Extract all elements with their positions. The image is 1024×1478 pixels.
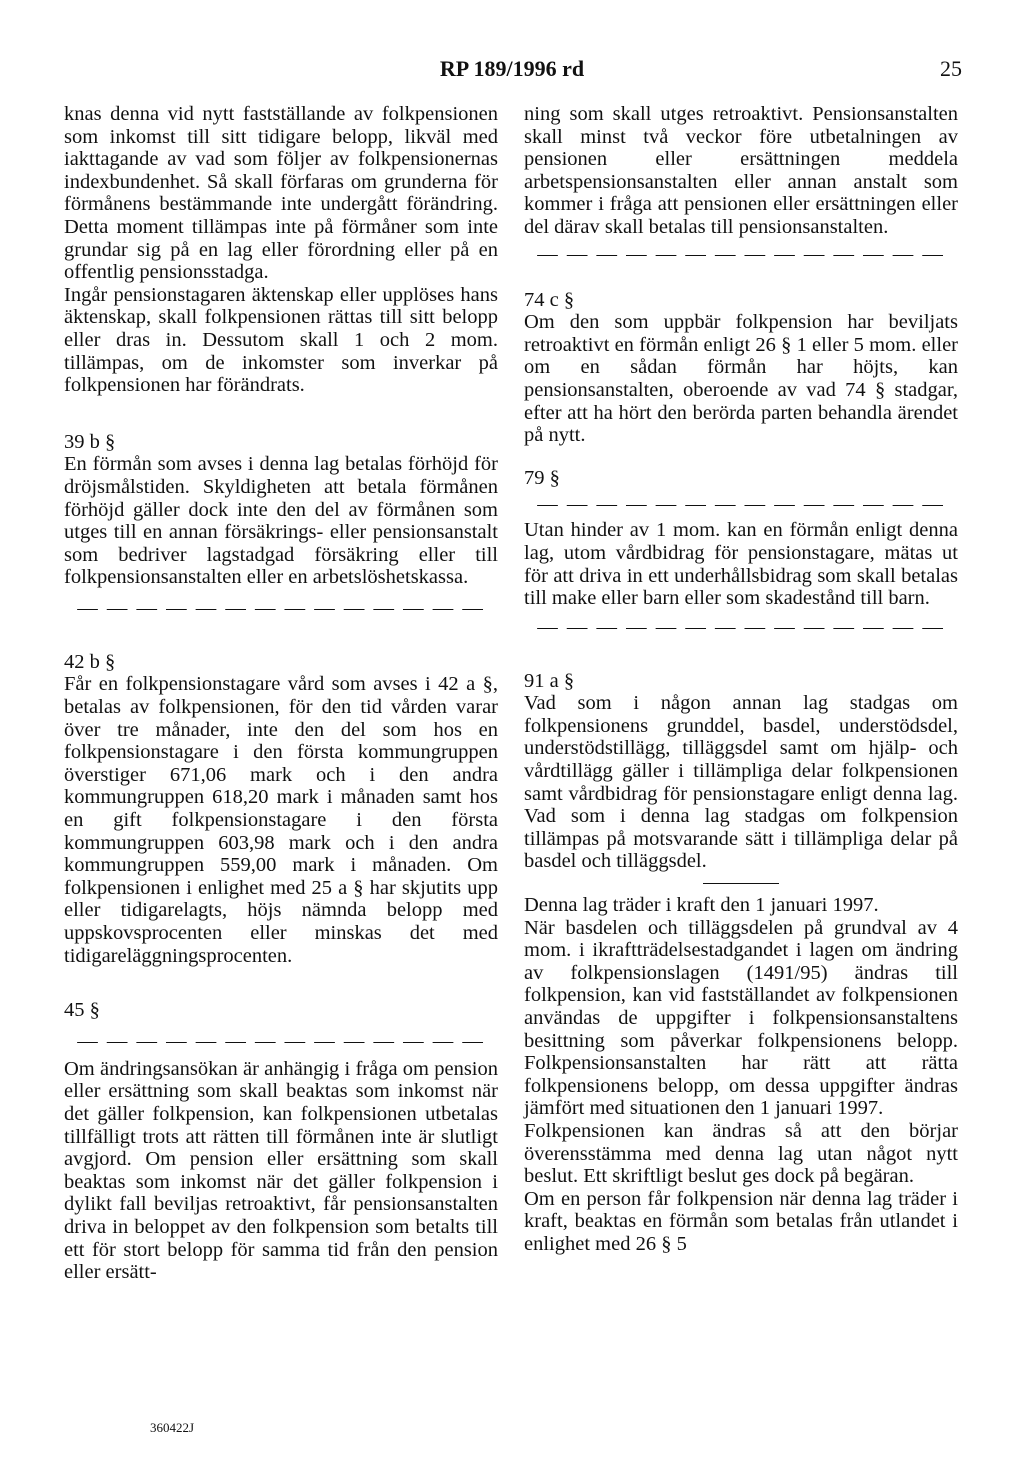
page-header-title: RP 189/1996 rd	[439, 56, 585, 81]
omission-dashes	[64, 597, 498, 619]
left-paragraph-2: Ingår pensionstagaren äktenskap eller upplöses hans äktenskap, skall folkpensionen rättas till sitt belopp eller dras in. Dessutom skall 1 och 2 mom. tillämpas, om de inkomster som inverkar på folkpensionen har förändrats.	[64, 283, 498, 397]
right-paragraph-4: Vad som i någon annan lag stadgas om folkpensionens grunddel, basdel, understödsdel, understödstillägg, tilläggsdel samt om hjälp- och vårdtillägg gäller i tillämpliga delar folkpensionen samt vårdbidrag för pensionstagare enligt denna lag. Vad som i denna lag stadgas om folkpension tillämpas på motsvarande sätt i tillämpliga delar på basdel och tilläggsdel.	[524, 692, 958, 873]
omission-dashes	[524, 616, 958, 638]
left-paragraph-1: knas denna vid nytt fastställande av folkpensionen som inkomst till sitt tidigare belopp, likväl med iakttagande av vad som följer av folkpensionernas indexbundenhet. Så skall förfaras om grunderna för förmånens bestämmande inte undergått förändring. Detta moment tillämpas inte på förmåner som inte grundar sig på en lag eller förordning eller på en offentlig pensionsstadga.	[64, 103, 498, 284]
section-heading-79: 79 §	[524, 466, 560, 489]
section-heading-39b: 39 b §	[64, 430, 116, 453]
right-paragraph-5: Denna lag träder i kraft den 1 januari 1997.	[524, 894, 879, 917]
right-paragraph-8: Om en person får folkpension när denna lag träder i kraft, beaktas en förmån som betalas från utlandet i enlighet med 26 § 5	[524, 1187, 958, 1255]
page-number: 25	[940, 56, 962, 81]
left-paragraph-5: Om ändringsansökan är anhängig i fråga om pension eller ersättning som skall beaktas som inkomst när det gäller folkpension, kan folkpensionen utbetalas tillfälligt trots att rätten till förmånen inte är slutligt avgjord. Om pension eller ersättning som skall beaktas som inkomst när det gäller folkpension i dylikt fall beviljas retroaktivt, får pensionsanstalten driva in beloppet av den folkpension som betalts till ett för stort belopp för samma tid från den pension eller ersätt-	[64, 1057, 498, 1284]
left-column	[64, 103, 498, 1284]
omission-dashes	[524, 243, 958, 265]
right-paragraph-1: ning som skall utges retroaktivt. Pensionsanstalten skall minst två veckor före utbetalningen av pensionen eller ersättningen meddela arbetspensionsanstalten eller annan anstalt som kommer i fråga att pensionen eller ersättningen eller del därav skall betalas till pensionsanstalten.	[524, 103, 958, 238]
right-paragraph-6: När basdelen och tilläggsdelen på grundval av 4 mom. i ikraftträdelsestadgandet i lagen om ändring av folkpensionslagen (1491/95) ändras till folkpension, kan vid fastställandet av folkpensionen användas de uppgifter i folkpensionsanstaltens besittning som påverkar folkpensionens belopp. Folkpensionsanstalten har rätt att rätta folkpensionens belopp, om dessa uppgifter ändras jämfört med situationen den 1 januari 1997.	[524, 916, 958, 1120]
section-heading-42b: 42 b §	[64, 650, 116, 673]
right-column	[524, 103, 958, 1256]
right-paragraph-7: Folkpensionen kan ändras så att den börjar överensstämma med denna lag utan något nytt beslut. Ett skriftligt beslut ges dock på begäran.	[524, 1119, 958, 1188]
left-paragraph-3: En förmån som avses i denna lag betalas förhöjd för dröjsmålstiden. Skyldigheten att betala förmånen förhöjd gäller dock inte den del av förmånen som utges till en annan försäkrings- eller pensionsanstalt som bedriver lagstadgad försäkring eller till folkpensionsanstalten eller en arbetslöshetskassa.	[64, 453, 498, 589]
right-paragraph-2: Om den som uppbär folkpension har beviljats retroaktivt en förmån enligt 26 § 1 eller 5 mom. eller om en sådan förmån har höjts, kan pensionsanstalten, oberoende av vad 74 § stadgar, efter att ha hört den berörda parten behandla ärendet på nytt.	[524, 311, 958, 447]
omission-dashes	[524, 493, 958, 515]
omission-dashes	[64, 1030, 498, 1052]
section-heading-91a: 91 a §	[524, 669, 575, 692]
divider-rule	[703, 883, 779, 884]
right-paragraph-3: Utan hinder av 1 mom. kan en förmån enligt denna lag, utom vårdbidrag för pensionstagare, mätas ut för att driva in ett underhållsbidrag som skall betalas till make eller barn eller som skadestånd till barn.	[524, 519, 958, 610]
footer-code: 360422J	[150, 1420, 195, 1435]
section-heading-74c: 74 c §	[524, 288, 575, 311]
section-heading-45: 45 §	[64, 999, 100, 1022]
left-paragraph-4: Får en folkpensionstagare vård som avses i 42 a §, betalas av folkpensionen, för den tid vården varar över tre månader, inte den del som hos en folkpensionstagare i den första kommungruppen överstiger 671,06 mark och i den andra kommungruppen 618,20 mark i månaden samt hos en gift folkpensionstagare i den första kommungruppen 603,98 mark och i den andra kommungruppen 559,00 mark i månaden. Om folkpensionen i enlighet med 25 a § har skjutits upp eller tidigarelagts, höjs nämnda belopp med uppskovsprocenten eller minskas det med tidigareläggningsprocenten.	[64, 673, 498, 967]
